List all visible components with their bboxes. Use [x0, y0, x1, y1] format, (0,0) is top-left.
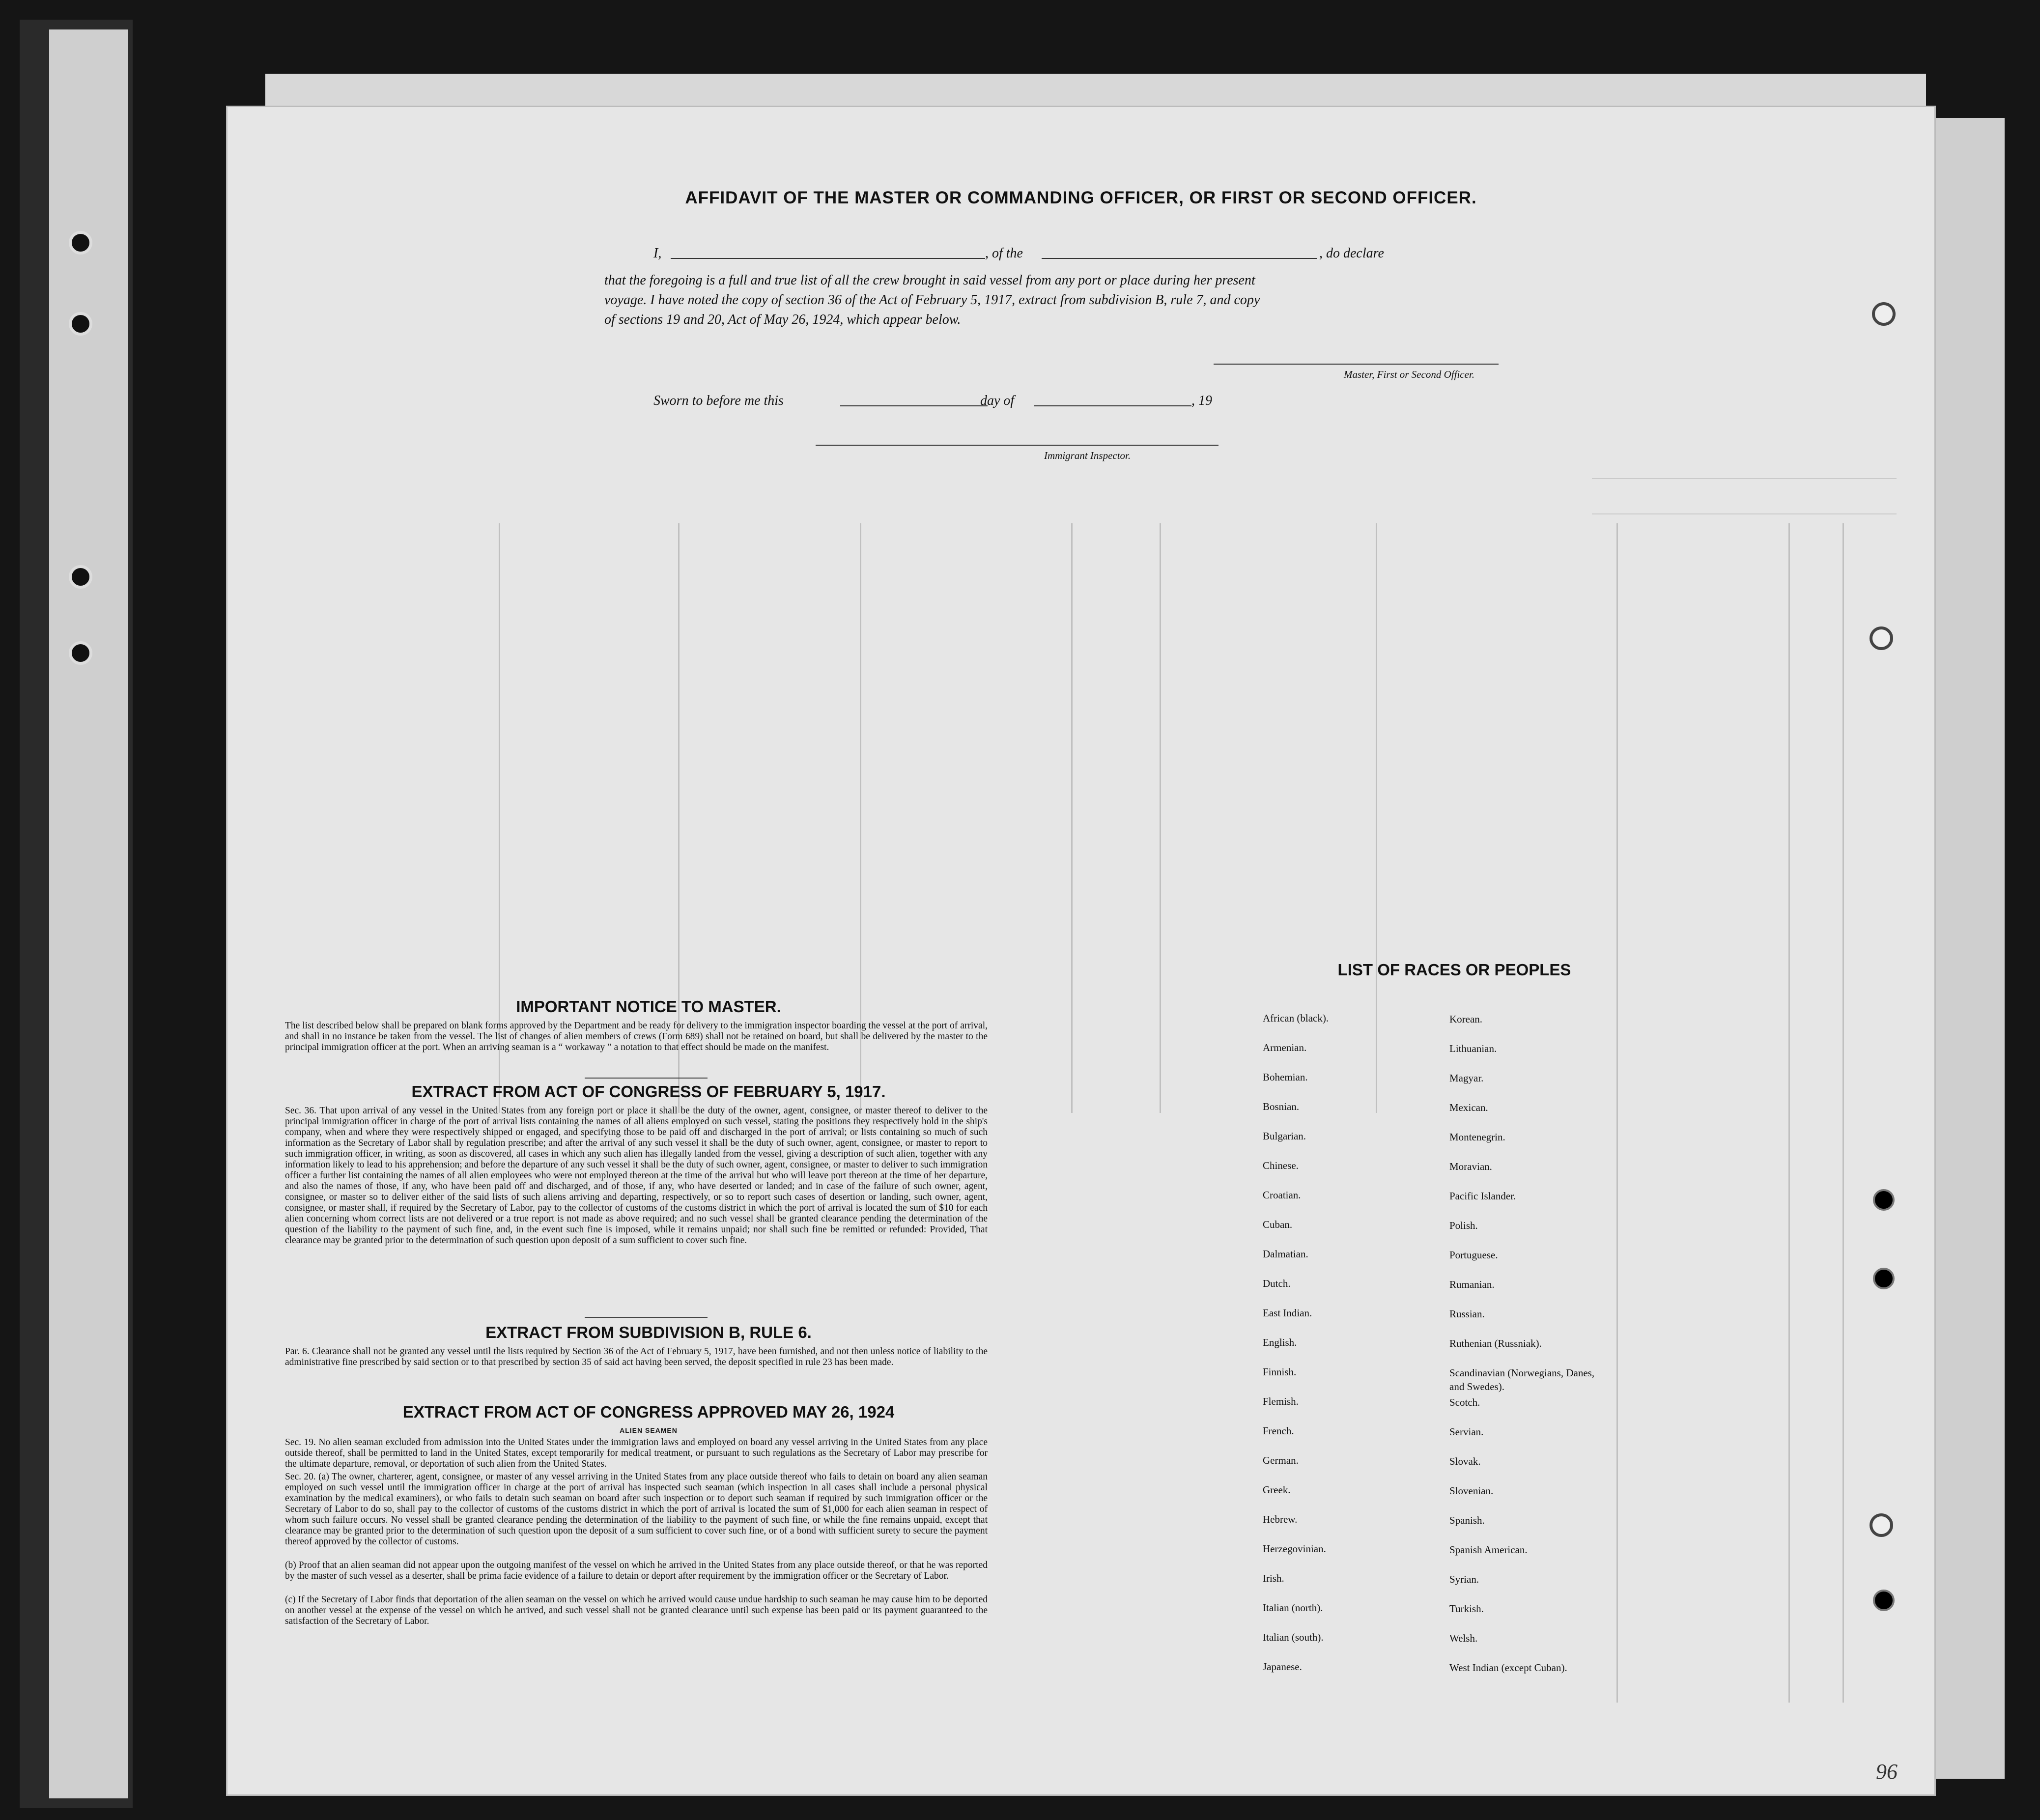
sec-20a-body: Sec. 20. (a) The owner, charterer, agent, consignee, or master of any vessel arriving in the United States from any place outside thereof who fails to detain on board any alien seaman employed on such vessel until the immigration officer in charge at the port of arrival has inspected such seaman (which inspection in all cases shall include a personal physical examination by the medical examiners), or who fails to detain such seaman on board after such inspection or to deport such seaman if required by such immigration officer or the Secretary of Labor to do so, shall pay to the collector of customs of the customs district in which the port of arrival is located the sum of $1,000 for each alien seaman in respect of whom such failure occurs. No vessel shall be granted clearance pending the determination of the liability to the payment of such fine, or while the fine remains unpaid, except that clearance may be granted prior to the determination of such question upon the deposit of a sum sufficient to cover such fine, or of a bond with sufficient surety to secure the payment thereof approved by the collector of customs. — [285, 1472, 988, 1547]
race-item: Spanish American. — [1449, 1544, 1528, 1556]
races-title: LIST OF RACES OR PEOPLES — [1337, 961, 1571, 979]
binder-hole-icon — [69, 231, 92, 255]
binder-hole-icon — [69, 312, 92, 336]
section-divider — [585, 1078, 708, 1079]
affidavit-declare: , do declare — [1319, 246, 1384, 261]
section-divider — [585, 1317, 708, 1318]
race-item: Welsh. — [1449, 1632, 1478, 1644]
sworn-text: Sworn to before me this — [653, 393, 784, 408]
race-item: Bosnian. — [1263, 1101, 1300, 1112]
race-item: Scotch. — [1449, 1396, 1480, 1408]
race-item: Italian (north). — [1263, 1602, 1323, 1614]
alien-seamen-subtitle: ALIEN SEAMEN — [620, 1426, 678, 1434]
race-item: Greek. — [1263, 1484, 1291, 1496]
affidavit-line-2: that the foregoing is a full and true list of all the crew brought in said vessel from any port or place during her present — [604, 273, 1255, 288]
race-item: German. — [1263, 1454, 1299, 1466]
race-item: Ruthenian (Russniak). — [1449, 1337, 1542, 1349]
race-item: Korean. — [1449, 1013, 1483, 1025]
affidavit-i: I, — [653, 246, 662, 261]
master-signature-caption: Master, First or Second Officer. — [1344, 369, 1474, 380]
inspector-signature-line[interactable] — [816, 445, 1218, 446]
master-signature-line[interactable] — [1214, 364, 1499, 365]
extract-1924-title: EXTRACT FROM ACT OF CONGRESS APPROVED MAY 26, 1924 — [402, 1403, 895, 1421]
affidavit-title: AFFIDAVIT OF THE MASTER OR COMMANDING OFFICER, OR FIRST OR SECOND OFFICER. — [685, 188, 1477, 207]
race-item: Slovak. — [1449, 1455, 1481, 1467]
sworn-month-blank[interactable] — [1034, 405, 1191, 406]
race-item: Portuguese. — [1449, 1249, 1498, 1261]
notice-body: The list described below shall be prepared on blank forms approved by the Department and be ready for delivery to the immigration inspector boarding the vessel at the port of arrival, and shall in no instance be taken from the vessel. The list of changes of alien members of crews (Form 689) shall not be retained on board, but shall be delivered by the master to the principal immigration officer at the port. When an arriving seaman is a “ workaway ” a notation to that effect should be made on the manifest. — [285, 1021, 988, 1052]
binder-hole-icon — [1873, 1590, 1895, 1611]
page-number: 96 — [1876, 1760, 1898, 1784]
race-item: Magyar. — [1449, 1072, 1484, 1084]
race-item: East Indian. — [1263, 1307, 1312, 1319]
race-item: Mexican. — [1449, 1102, 1488, 1113]
race-item: Pacific Islander. — [1449, 1190, 1516, 1202]
race-item: Japanese. — [1263, 1661, 1302, 1673]
ghost-column-rule — [1842, 523, 1844, 1703]
inspector-signature-caption: Immigrant Inspector. — [1044, 450, 1131, 461]
back-page-strip — [49, 29, 128, 1798]
race-item: English. — [1263, 1337, 1297, 1348]
year-text: , 19 — [1191, 393, 1212, 408]
race-item: West Indian (except Cuban). — [1449, 1662, 1567, 1674]
race-item: Italian (south). — [1263, 1631, 1324, 1643]
master-name-blank[interactable] — [671, 258, 985, 259]
race-item: Rumanian. — [1449, 1279, 1495, 1290]
sec-20b-body: (b) Proof that an alien seaman did not appear upon the outgoing manifest of the vessel on which he arrived in the United States from any place outside thereof, or that he was reported by the master of such vessel as a deserter, shall be prima facie evidence of a failure to detain or deport after requirement by the immigration officer or the Secretary of Labor. — [285, 1560, 988, 1581]
day-of-text: day of — [980, 393, 1015, 408]
race-item: Spanish. — [1449, 1514, 1485, 1526]
race-item: Slovenian. — [1449, 1485, 1494, 1497]
race-item: Lithuanian. — [1449, 1043, 1497, 1054]
race-item: Finnish. — [1263, 1366, 1297, 1378]
ghost-column-rule — [1376, 523, 1377, 1113]
vessel-name-blank[interactable] — [1042, 258, 1317, 259]
ghost-row-rule — [1592, 478, 1897, 479]
ghost-column-rule — [1071, 523, 1073, 1113]
extract-1917-body: Sec. 36. That upon arrival of any vessel in the United States from any foreign port or place it shall be the duty of the owner, agent, consignee, or master thereof to deliver to the principal immigration officer in charge of the port of arrival lists containing the names of all aliens employed on such vessel, stating the positions they respectively hold in the ship's company, when and where they were respectively shipped or engaged, and specifying those to be paid off and discharged in the port of arrival; or lists containing so much of such information as the Secretary of Labor shall by regulation prescribe; and after the arrival of any such vessel it shall be the duty of such owner, agent, consignee, or master to report to such immigration officer, in writing, as soon as discovered, all cases in which any such alien has illegally landed from the vessel, giving a description of such alien, together with any information likely to lead to his apprehension; and before the departure of any such vessel it shall be the duty of such owner, agent, consignee, or master to deliver to such immigration officer a further list containing the names of all alien employees who were not employed thereon at the time of the arrival but who will leave port thereon at the time of her departure, and also the names of those, if any, who have been paid off and discharged, and of those, if any, who have deserted or landed; and in case of the failure of such owner, agent, consignee, or master so to deliver either of the said lists of such aliens arriving and departing, respectively, or so to report such cases of desertion or landing, such owner, agent, consignee, or master shall, if required by the Secretary of Labor, pay to the collector of customs of the customs district in which the port of arrival is located the sum of $10 for each alien concerning whom correct lists are not delivered or a true report is not made as above required; and no such vessel shall be granted clearance pending the determination of the question of the liability to the payment of such fine, and, in the event such fine is imposed, while it remains unpaid; nor shall such fine be remitted or refunded: Provided, That clearance may be granted prior to the determination of such question upon deposit of a sum sufficient to cover such fine. — [285, 1106, 988, 1246]
race-item: Servian. — [1449, 1426, 1484, 1438]
race-item: Dutch. — [1263, 1278, 1291, 1289]
race-item: Moravian. — [1449, 1161, 1492, 1172]
extract-rule6-title: EXTRACT FROM SUBDIVISION B, RULE 6. — [485, 1323, 812, 1341]
race-item: Bohemian. — [1263, 1071, 1308, 1083]
race-item: Armenian. — [1263, 1042, 1307, 1053]
binder-hole-icon — [1872, 302, 1896, 326]
binder-hole-icon — [1870, 1513, 1893, 1537]
affidavit-line-3: voyage. I have noted the copy of section 36 of the Act of February 5, 1917, extract from subdivision B, rule 7, and copy — [604, 292, 1260, 308]
ghost-column-rule — [1616, 523, 1618, 1703]
binder-hole-icon — [1873, 1268, 1895, 1289]
manifest-page — [226, 106, 1936, 1796]
extract-1917-title: EXTRACT FROM ACT OF CONGRESS OF FEBRUARY 5, 1917. — [411, 1082, 886, 1101]
race-item: African (black). — [1263, 1012, 1329, 1024]
race-item: Polish. — [1449, 1220, 1478, 1231]
race-item: French. — [1263, 1425, 1294, 1437]
sworn-day-blank[interactable] — [840, 405, 988, 406]
affidavit-of-the: , of the — [985, 246, 1023, 261]
binder-hole-icon — [1873, 1189, 1895, 1211]
binder-hole-icon — [69, 641, 92, 665]
sec-19-body: Sec. 19. No alien seaman excluded from admission into the United States under the immigration laws and employed on board any vessel arriving in the United States from any place outside thereof, shall be permitted to land in the United States, except temporarily for medical treatment, or pursuant to such regulations as the Secretary of Labor may prescribe for the ultimate departure, removal, or deportation of such alien from the United States. — [285, 1437, 988, 1469]
race-item: Flemish. — [1263, 1395, 1299, 1407]
ghost-column-rule — [1788, 523, 1790, 1703]
race-item: Turkish. — [1449, 1603, 1484, 1615]
race-item: Irish. — [1263, 1572, 1284, 1584]
race-item: Croatian. — [1263, 1189, 1301, 1201]
race-item: Hebrew. — [1263, 1513, 1298, 1525]
notice-title: IMPORTANT NOTICE TO MASTER. — [516, 997, 781, 1016]
race-item: Chinese. — [1263, 1160, 1299, 1171]
binder-hole-icon — [69, 565, 92, 589]
race-item: Syrian. — [1449, 1573, 1479, 1585]
race-item: Scandinavian (Norwegians, Danes, and Swedes). — [1449, 1367, 1595, 1393]
race-item: Herzegovinian. — [1263, 1543, 1326, 1555]
race-item: Dalmatian. — [1263, 1248, 1308, 1260]
affidavit-line-4: of sections 19 and 20, Act of May 26, 1924, which appear below. — [604, 312, 961, 327]
binder-hole-icon — [1870, 626, 1893, 650]
extract-rule6-body: Par. 6. Clearance shall not be granted any vessel until the lists required by Section 36 of the Act of February 5, 1917, have been furnished, and not then unless notice of liability to the administrative fine prescribed by said section or to that prescribed by section 35 of said act having been served, the deposit specified in rule 23 has been made. — [285, 1346, 988, 1367]
race-item: Russian. — [1449, 1308, 1485, 1320]
race-item: Bulgarian. — [1263, 1130, 1306, 1142]
ghost-column-rule — [1160, 523, 1161, 1113]
race-item: Cuban. — [1263, 1219, 1293, 1230]
sec-20c-body: (c) If the Secretary of Labor finds that deportation of the alien seaman on the vessel on which he arrived would cause undue hardship to such seaman he may cause him to be deported on another vessel at the expense of the vessel on which he arrived, and such vessel shall not be granted clearance until such expense has been paid or its payment guaranteed to the satisfaction of the Secretary of Labor. — [285, 1594, 988, 1626]
ghost-row-rule — [1592, 513, 1897, 514]
race-item: Montenegrin. — [1449, 1131, 1505, 1143]
